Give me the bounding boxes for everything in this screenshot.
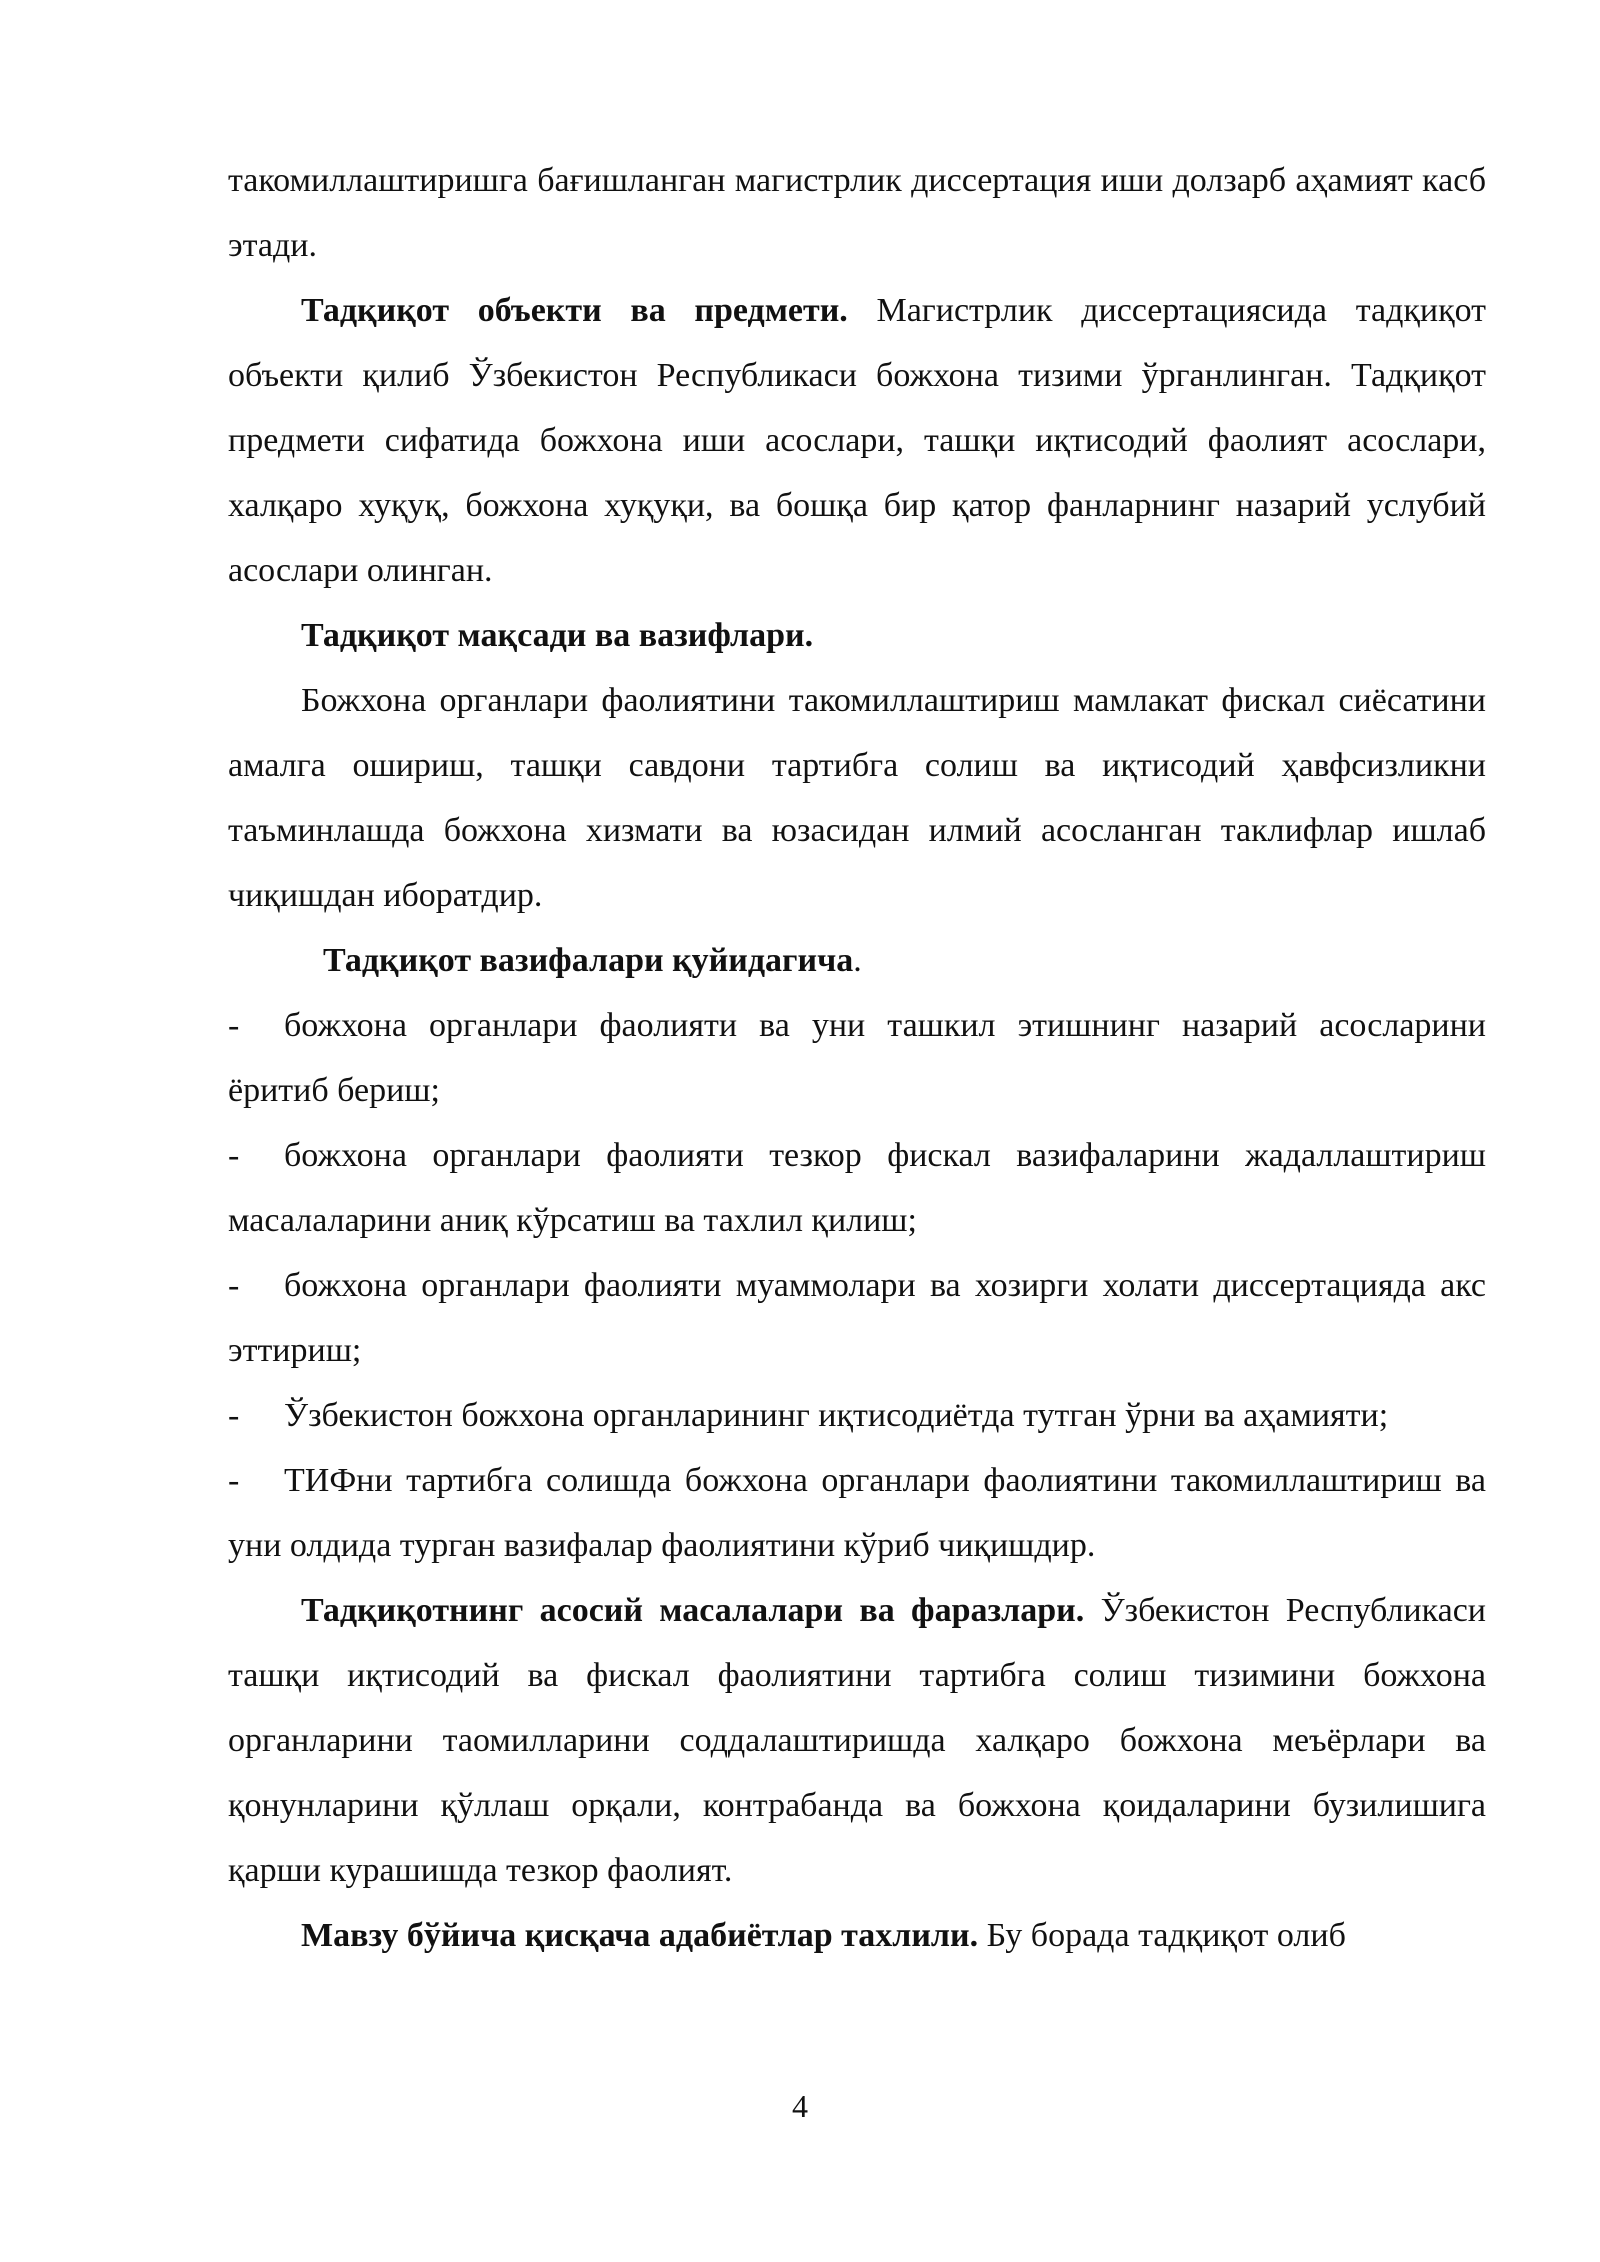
paragraph-issues-hypotheses-text: Ўзбекистон Республикаси ташқи иқтисодий ва фискал фаолиятини тартибга солиш тизимини божхона органларини таомилларини соддалаштиришда халқаро божхона меъёрлари ва қонунларини қўллаш орқали, контрабанда ва божхона қоидаларини бузилишига қарши курашишда тезкор фаолият. bbox=[228, 1592, 1486, 1889]
paragraph-literature-review bbox=[228, 1903, 1486, 1968]
list-item bbox=[228, 1123, 1486, 1253]
paragraph-goals: Божхона органлари фаолиятини такомиллаштириш мамлакат фискал сиёсатини амалга ошириш, ташқи савдони тартибга солиш ва иқтисодий ҳавфсизликни таъминлашда божхона хизмати ва юзасидан илмий асосланган таклифлар ишлаб чиқишдан иборатдир. bbox=[228, 682, 1486, 914]
list-item-text: божхона органлари фаолияти ва уни ташкил этишнинг назарий асосларини ёритиб бериш; bbox=[228, 1007, 1486, 1109]
heading-issues-hypotheses: Тадқиқотнинг асосий масалалари ва фаразлари. bbox=[301, 1592, 1085, 1629]
paragraph-literature-review-text: Бу борада тадқиқот олиб bbox=[978, 1917, 1346, 1954]
list-item-text: божхона органлари фаолияти муаммолари ва хозирги холати диссертацияда акс эттириш; bbox=[228, 1267, 1486, 1369]
paragraph-object-subject-text: Магистрлик диссертациясида тадқиқот объекти қилиб Ўзбекистон Республикаси божхона тизими ўрганлинган. Тадқиқот предмети сифатида божхона иши асослари, ташқи иқтисодий фаолият асослари, халқаро хуқуқ, божхона хуқуқи, ва бошқа бир қатор фанларнинг назарий услубий асослари олинган. bbox=[228, 292, 1487, 589]
heading-goals-text: Тадқиқот мақсади ва вазифлари. bbox=[301, 617, 814, 654]
heading-tasks-period: . bbox=[853, 942, 862, 979]
paragraph-issues-hypotheses bbox=[228, 1578, 1486, 1903]
document-page bbox=[228, 148, 1486, 1968]
list-item-text: божхона органлари фаолияти тезкор фискал вазифаларини жадаллаштириш масалаларини аниқ кўрсатиш ва тахлил қилиш; bbox=[228, 1137, 1486, 1239]
list-dash: - bbox=[228, 1462, 240, 1499]
heading-goals bbox=[228, 603, 1486, 668]
heading-tasks-text: Тадқиқот вазифалари қуйидагича bbox=[323, 942, 854, 979]
heading-tasks bbox=[228, 928, 1486, 993]
heading-literature-review: Мавзу бўйича қисқача адабиётлар тахлили. bbox=[301, 1917, 979, 1954]
list-dash: - bbox=[228, 1267, 240, 1304]
page-number: 4 bbox=[792, 2088, 808, 2124]
list-item bbox=[228, 993, 1486, 1123]
list-dash: - bbox=[228, 1137, 240, 1174]
list-item bbox=[228, 1448, 1486, 1578]
list-item-text: ТИФни тартибга солишда божхона органлари фаолиятини такомиллаштириш ва уни олдида турган вазифалар фаолиятини кўриб чиқишдир. bbox=[228, 1462, 1486, 1564]
heading-object-subject: Тадқиқот объекти ва предмети. bbox=[301, 292, 848, 329]
list-item-text: Ўзбекистон божхона органларининг иқтисодиётда тутган ўрни ва аҳамияти; bbox=[284, 1397, 1389, 1434]
paragraph-intro: такомиллаштиришга бағишланган магистрлик диссертация иши долзарб аҳамият касб этади. bbox=[228, 162, 1486, 264]
list-item bbox=[228, 1383, 1486, 1448]
list-dash: - bbox=[228, 1007, 240, 1044]
list-item bbox=[228, 1253, 1486, 1383]
paragraph-object-subject bbox=[228, 278, 1486, 603]
list-dash: - bbox=[228, 1397, 240, 1434]
